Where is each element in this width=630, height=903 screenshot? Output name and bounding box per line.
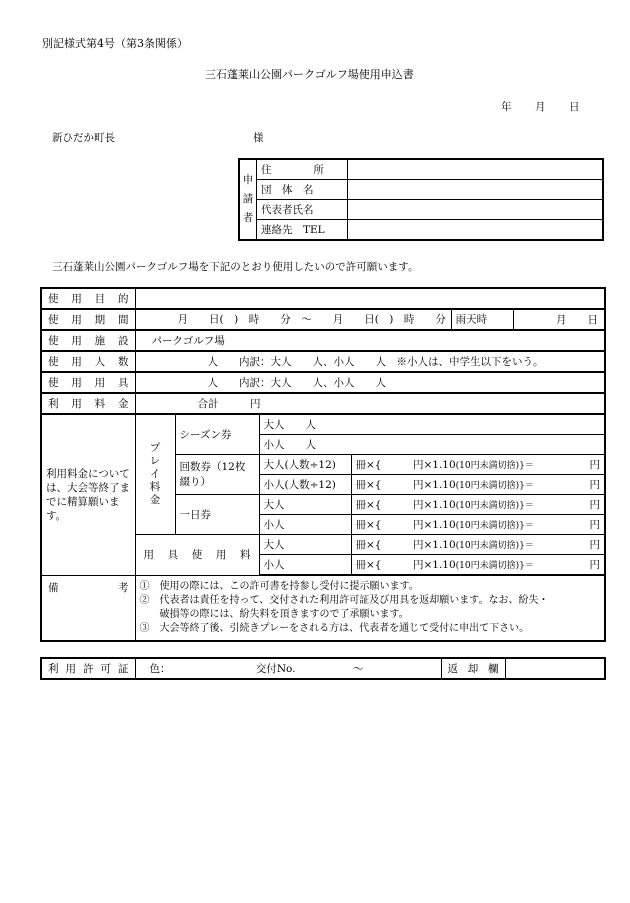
- season-child[interactable]: 小人 人: [259, 435, 605, 455]
- coupon-adult-calc[interactable]: 冊×{ 円×1.10(10円未満切捨)}＝ 円: [351, 455, 605, 475]
- return-field[interactable]: [505, 658, 605, 679]
- period-label: 使用期間: [41, 309, 135, 330]
- permit-number: 交付No.: [255, 663, 296, 675]
- remark-3: ③ 大会等終了後、引続きプレーをされる方は、代表者を通じて受付に申出て下さい。: [139, 623, 530, 634]
- equipment-label: 使用用具: [41, 372, 135, 393]
- request-sentence: 三石蓬莱山公園パークゴルフ場を下記のとおり使用したいので許可願います。: [52, 261, 419, 273]
- oneday-adult-calc[interactable]: 冊×{ 円×1.10(10円未満切捨)}＝ 円: [351, 495, 605, 515]
- addressee: 新ひだか町長: [52, 132, 115, 144]
- remarks-content: [135, 575, 605, 641]
- oneday-adult-label: 大人: [259, 495, 351, 515]
- permit-color: 色：: [149, 663, 171, 675]
- fee-total-field[interactable]: 合計 円: [135, 393, 605, 414]
- group-name-label: 団 体 名: [257, 180, 348, 200]
- usage-table: [40, 287, 606, 642]
- period-field[interactable]: [135, 309, 513, 330]
- facility-field: パークゴルフ場: [135, 330, 605, 351]
- oneday-child-label: 小人: [259, 515, 351, 535]
- rain-label: 雨天時: [455, 313, 488, 326]
- form-number: 別記様式第4号（第3条関係）: [42, 37, 188, 50]
- contact-field[interactable]: [348, 220, 604, 241]
- return-label: 返却欄: [441, 658, 505, 679]
- rental-child-label: 小人: [259, 555, 351, 576]
- coupon-child-label: 小人(人数÷12): [259, 475, 351, 495]
- applicant-table: [238, 158, 604, 241]
- oneday-child-calc[interactable]: 冊×{ 円×1.10(10円未満切捨)}＝ 円: [351, 515, 605, 535]
- date-year: 年: [501, 101, 512, 113]
- coupon-child-calc[interactable]: 冊×{ 円×1.10(10円未満切捨)}＝ 円: [351, 475, 605, 495]
- permit-label: 利用許可証: [41, 658, 135, 679]
- people-field[interactable]: 人 内訳：大人 人、小人 人 ※小人は、中学生以下をいう。: [135, 351, 605, 372]
- permit-table: [40, 657, 606, 680]
- permit-field[interactable]: [135, 658, 441, 679]
- fee-label: 利用料金: [41, 393, 135, 414]
- equipment-field[interactable]: 人 内訳：大人 人、小人 人: [135, 372, 605, 393]
- rain-date-field[interactable]: 月 日: [513, 309, 605, 330]
- fee-note: 利用料金については、大会等終了までに精算願います。: [41, 414, 135, 575]
- period-text: 月 日( ) 時 分 ～ 月 日( ) 時 分: [177, 313, 446, 326]
- coupon-label: 回数券（12枚綴り）: [175, 455, 259, 495]
- facility-label: 使用施設: [41, 330, 135, 351]
- rental-adult-label: 大人: [259, 535, 351, 555]
- address-label: 住 所: [257, 159, 348, 180]
- remarks-label: 備考: [41, 575, 135, 641]
- permit-tilde: ～: [352, 663, 364, 675]
- group-name-field[interactable]: [348, 180, 604, 200]
- people-label: 使用人数: [41, 351, 135, 372]
- applicant-label: 申請者: [239, 159, 257, 240]
- purpose-label: 使用目的: [41, 288, 135, 309]
- remark-2-cont: 破損等の際には、紛失料を頂きますので了承願います。: [139, 609, 409, 620]
- contact-label: 連絡先 TEL: [257, 220, 348, 241]
- rental-adult-calc[interactable]: 冊×{ 円×1.10(10円未満切捨)}＝ 円: [351, 535, 605, 555]
- purpose-field[interactable]: [135, 288, 605, 309]
- season-adult[interactable]: 大人 人: [259, 414, 605, 435]
- honorific: 様: [253, 132, 264, 144]
- rental-child-calc[interactable]: 冊×{ 円×1.10(10円未満切捨)}＝ 円: [351, 555, 605, 576]
- play-fee-label: プレイ料金: [135, 414, 175, 535]
- date-day: 日: [569, 101, 580, 113]
- address-field[interactable]: [348, 159, 604, 180]
- coupon-adult-label: 大人(人数÷12): [259, 455, 351, 475]
- representative-label: 代表者氏名: [257, 200, 348, 220]
- remark-1: ① 使用の際には、この許可書を持参し受付に提示願います。: [139, 581, 419, 592]
- oneday-label: 一日券: [175, 495, 259, 535]
- form-title: 三石蓬莱山公園パークゴルフ場使用申込書: [205, 68, 414, 81]
- representative-field[interactable]: [348, 200, 604, 220]
- date-month: 月: [535, 101, 546, 113]
- remark-2: ② 代表者は責任を持って、交付された利用許可証及び用具を返却願います。なお、紛失・: [139, 595, 549, 606]
- rental-label: 用具使用料: [135, 535, 259, 576]
- season-label: シーズン券: [175, 414, 259, 455]
